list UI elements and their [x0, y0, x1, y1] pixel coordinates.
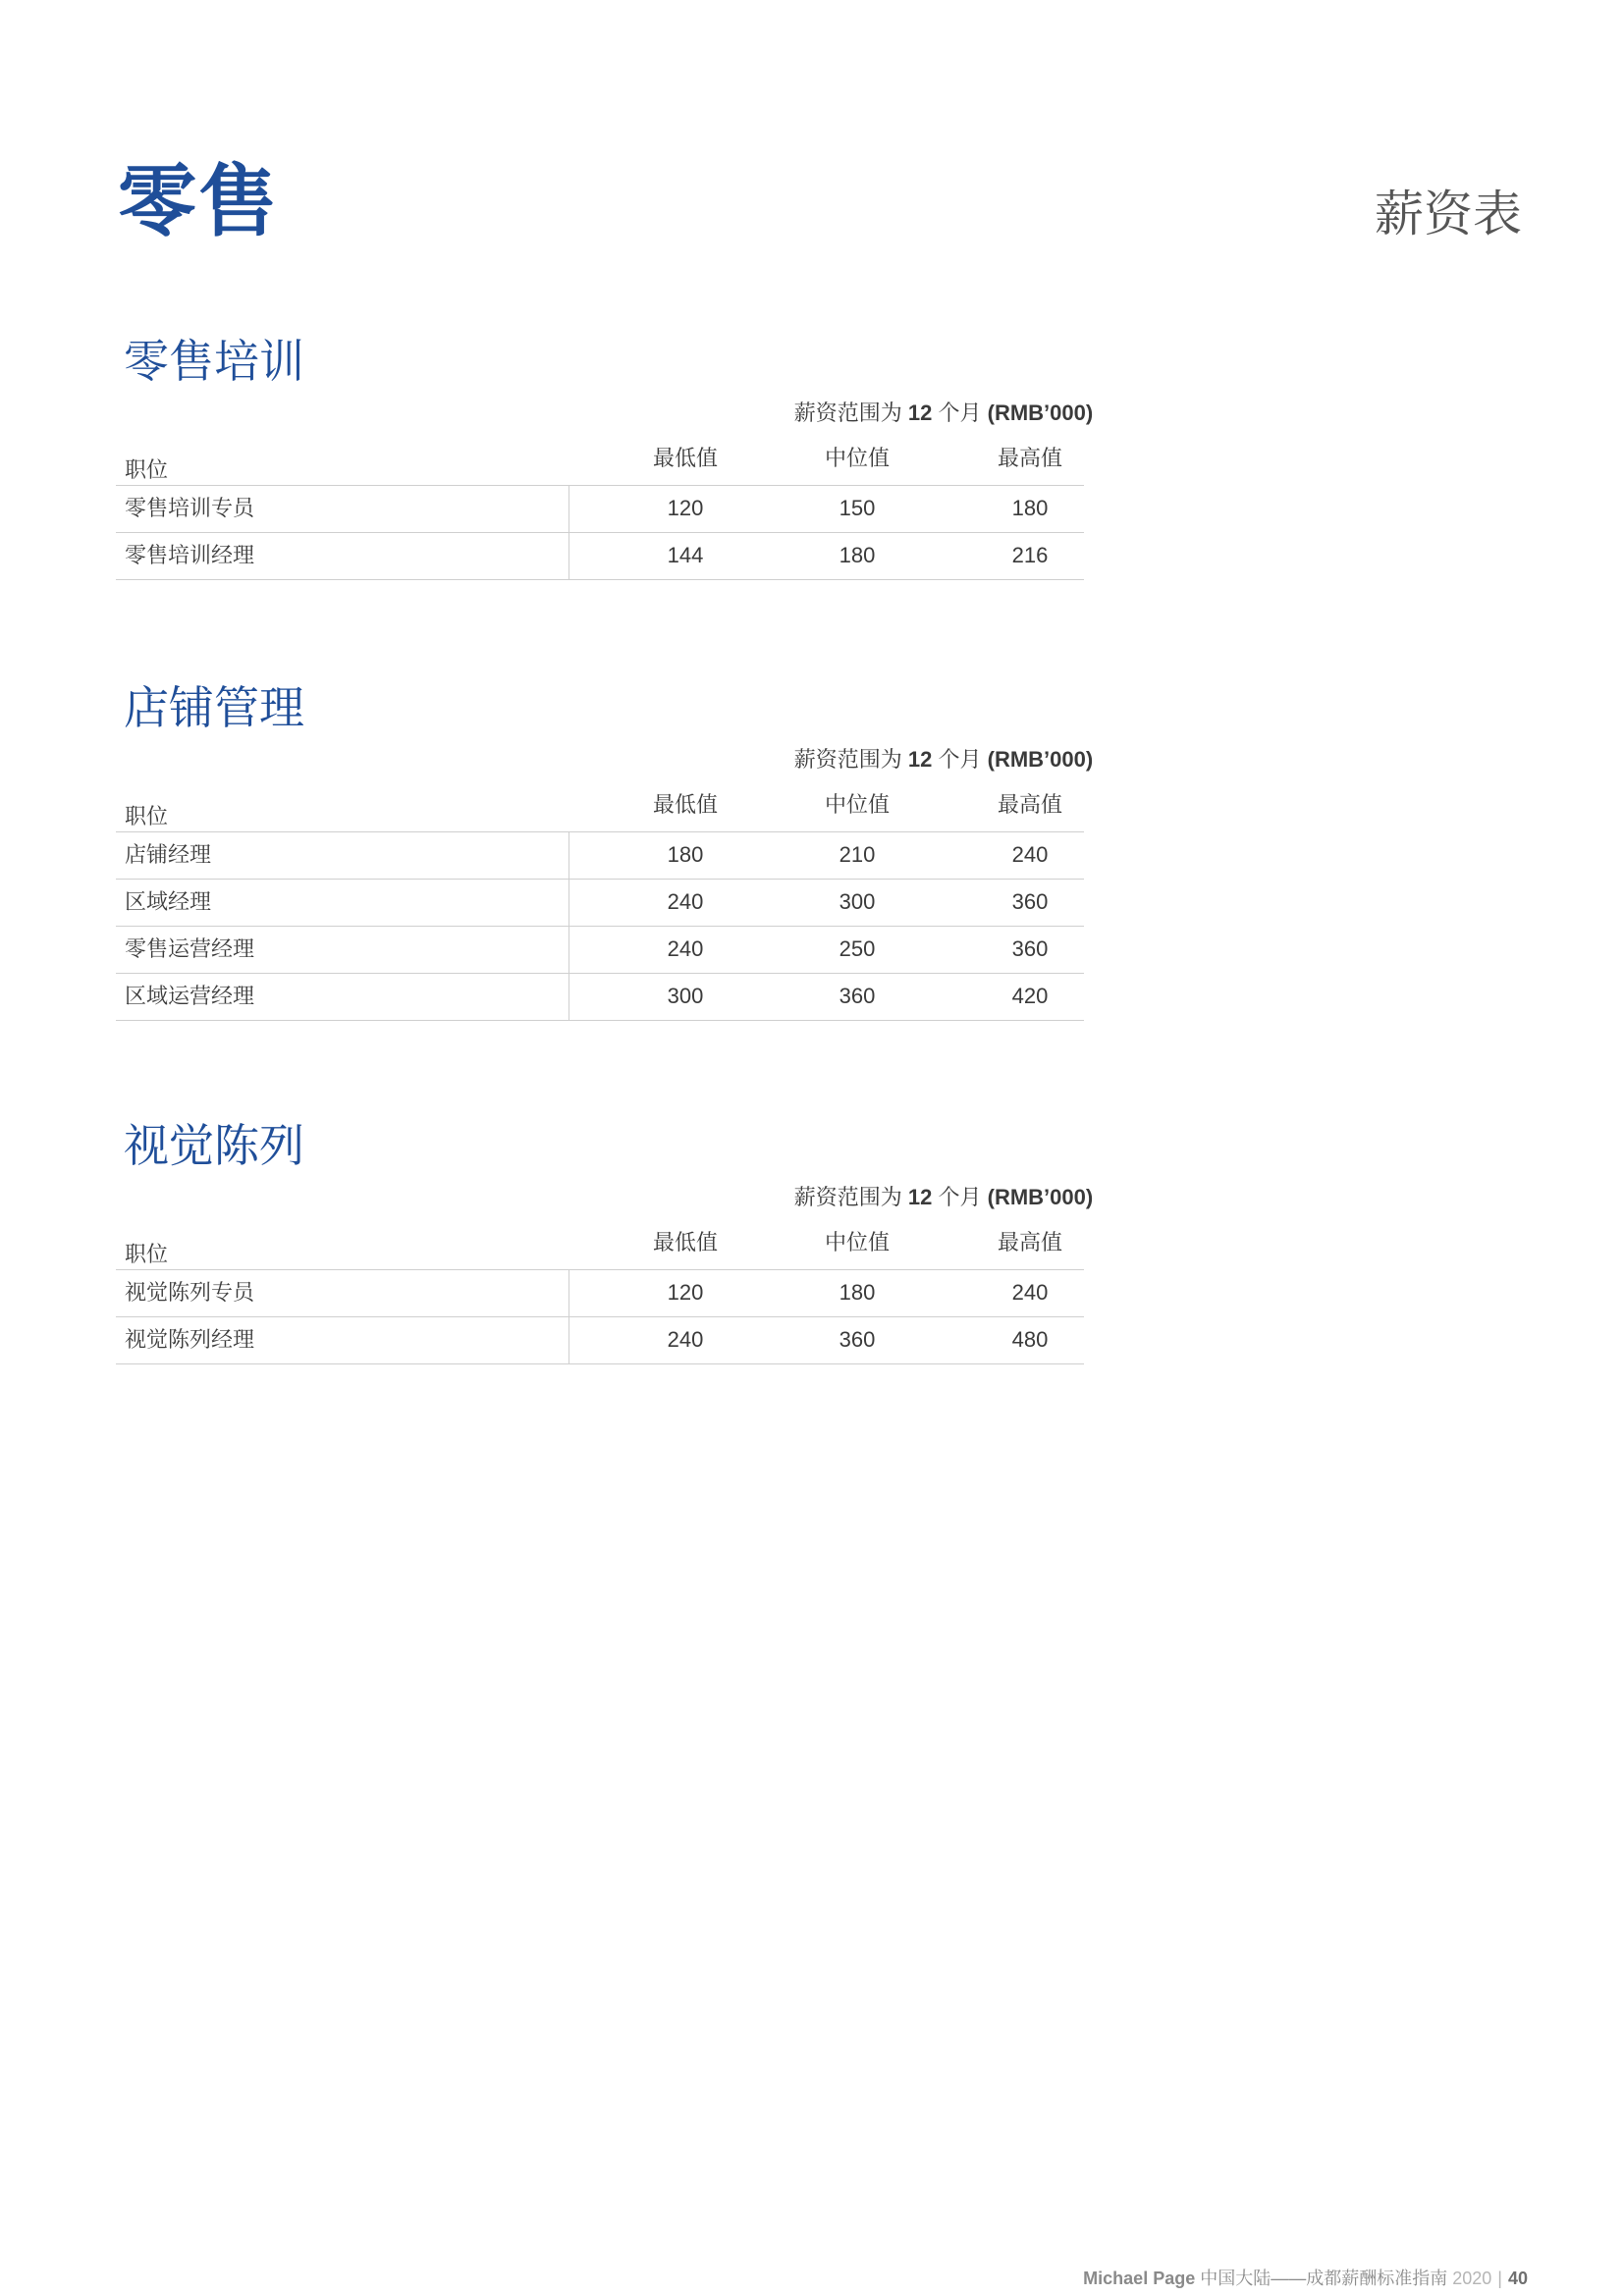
cell-max: 480	[1011, 1327, 1049, 1352]
section-title: 店铺管理	[124, 682, 304, 733]
table-row	[116, 1270, 1084, 1317]
cell-min: 300	[667, 984, 704, 1008]
column-header-min: 最低值	[652, 792, 718, 817]
table-row	[116, 533, 1084, 580]
cell-position: 区域运营经理	[125, 984, 255, 1008]
cell-mid: 180	[839, 543, 876, 567]
table-header	[116, 790, 1084, 832]
cell-max: 360	[1011, 889, 1049, 914]
page-footer	[1083, 2268, 1528, 2289]
section-store-management	[116, 680, 1094, 1019]
cell-position: 零售培训经理	[125, 543, 255, 567]
column-header-max: 最高值	[997, 446, 1062, 470]
cell-max: 360	[1011, 936, 1049, 961]
salary-range-caption: 薪资范围为 12 个月 (RMB’000)	[793, 400, 1094, 425]
section-title: 零售培训	[124, 336, 304, 387]
cell-max: 240	[1011, 842, 1049, 867]
cell-min: 240	[667, 936, 704, 961]
cell-max: 240	[1011, 1280, 1049, 1305]
column-header-position: 职位	[125, 457, 169, 482]
column-header-max: 最高值	[997, 792, 1062, 817]
cell-mid: 360	[839, 984, 876, 1008]
cell-min: 240	[667, 1327, 704, 1352]
cell-position: 零售运营经理	[125, 936, 255, 961]
footer-separator: |	[1497, 2269, 1502, 2288]
cell-position: 区域经理	[125, 889, 212, 914]
table-body	[116, 486, 1084, 580]
table-body	[116, 1270, 1084, 1364]
table-header	[116, 444, 1084, 486]
column-header-mid: 中位值	[824, 792, 890, 817]
cell-position: 零售培训专员	[125, 496, 255, 520]
cell-min: 120	[667, 496, 704, 520]
section-retail-training	[116, 334, 1094, 579]
column-header-min: 最低值	[652, 1230, 718, 1255]
table-header	[116, 1228, 1084, 1270]
column-header-max: 最高值	[997, 1230, 1062, 1255]
footer-brand: Michael Page	[1083, 2269, 1196, 2288]
column-header-mid: 中位值	[824, 1230, 890, 1255]
table-row	[116, 1317, 1084, 1364]
column-header-position: 职位	[125, 1242, 169, 1266]
cell-position: 视觉陈列经理	[125, 1327, 255, 1352]
column-header-mid: 中位值	[824, 446, 890, 470]
table-row	[116, 880, 1084, 927]
page-subtitle: 薪资表	[1375, 187, 1522, 241]
footer-year: 2020	[1452, 2269, 1492, 2288]
cell-max: 180	[1011, 496, 1049, 520]
cell-mid: 300	[839, 889, 876, 914]
section-title: 视觉陈列	[124, 1120, 304, 1171]
page-title: 零售	[118, 158, 279, 245]
table-body	[116, 832, 1084, 1021]
cell-mid: 360	[839, 1327, 876, 1352]
cell-mid: 210	[839, 842, 876, 867]
cell-min: 240	[667, 889, 704, 914]
cell-mid: 150	[839, 496, 876, 520]
cell-position: 视觉陈列专员	[125, 1280, 255, 1305]
salary-range-caption: 薪资范围为 12 个月 (RMB’000)	[793, 1185, 1094, 1209]
column-header-min: 最低值	[652, 446, 718, 470]
cell-max: 420	[1011, 984, 1049, 1008]
cell-max: 216	[1011, 543, 1049, 567]
cell-mid: 180	[839, 1280, 876, 1305]
section-visual-merchandising	[116, 1118, 1094, 1363]
cell-min: 180	[667, 842, 704, 867]
salary-range-caption: 薪资范围为 12 个月 (RMB’000)	[793, 747, 1094, 772]
table-row	[116, 974, 1084, 1021]
cell-position: 店铺经理	[125, 842, 212, 867]
cell-min: 120	[667, 1280, 704, 1305]
table-row	[116, 486, 1084, 533]
cell-mid: 250	[839, 936, 876, 961]
footer-text: 中国大陆——成都薪酬标准指南	[1195, 2269, 1453, 2288]
page-number: 40	[1507, 2269, 1528, 2288]
table-row	[116, 927, 1084, 974]
table-row	[116, 832, 1084, 880]
cell-min: 144	[667, 543, 704, 567]
column-header-position: 职位	[125, 804, 169, 828]
